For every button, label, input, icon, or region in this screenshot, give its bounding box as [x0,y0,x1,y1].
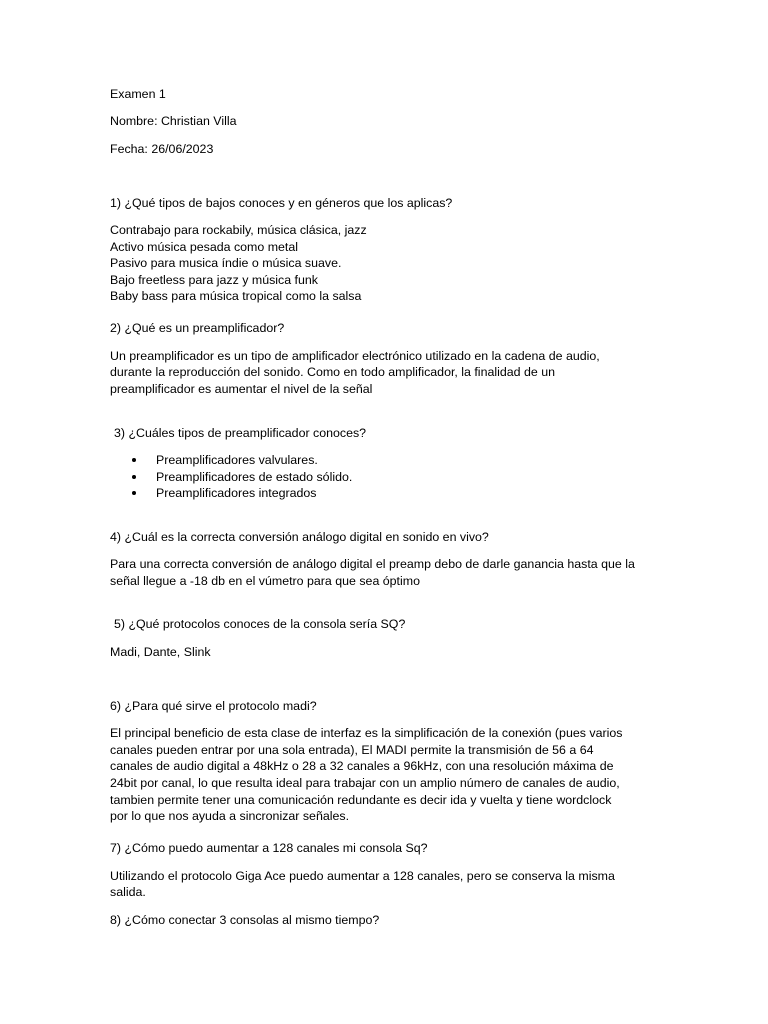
q4-answer-line: señal llegue a -18 db en el vúmetro para que sea óptimo [110,574,420,588]
q6-answer-line: canales pueden entrar por una sola entrada), El MADI permite la transmisión de 56 a 64 [110,743,594,757]
q3-bullet-text: Preamplificadores valvulares. [156,453,318,467]
q1-answer-line: Pasivo para musica índie o música suave. [110,256,342,270]
q1-answer-line: Bajo freetless para jazz y música funk [110,273,318,287]
q6-answer-line: canales de audio digital a 48kHz o 28 a 32 canales a 96kHz, con una resolución máxima de [110,759,614,773]
q6-answer-line: El principal beneficio de esta clase de interfaz es la simplificación de la conexión (pues varios [110,726,623,740]
q2-answer-line: durante la reproducción del sonido. Como en todo amplificador, la finalidad de un [110,365,555,379]
exam-date: Fecha: 26/06/2023 [110,142,214,156]
exam-title: Examen 1 [110,87,166,101]
q4-answer-line: Para una correcta conversión de análogo digital el preamp debo de darle ganancia hasta que la [110,557,635,571]
q7-answer-line: salida. [110,885,146,899]
bullet-icon [132,475,136,479]
list-item [132,469,352,486]
q6-answer-line: tambien permite tener una comunicación redundante es decir ida y vuelta y tiene wordclock [110,793,612,807]
question-4: 4) ¿Cuál es la correcta conversión análogo digital en sonido en vivo? [110,530,489,544]
list-item [132,452,352,469]
bullet-icon [132,458,136,462]
q2-answer-line: preamplificador es aumentar el nivel de la señal [110,382,373,396]
question-8: 8) ¿Cómo conectar 3 consolas al mismo tiempo? [110,913,380,927]
q1-answer-line: Contrabajo para rockabily, música clásica, jazz [110,223,367,237]
q6-answer-line: 24bit por canal, lo que resulta ideal para trabajar con un amplio número de canales de audio, [110,776,620,790]
q3-bullet-text: Preamplificadores de estado sólido. [156,469,353,484]
q3-bullet-text: Preamplificadores integrados [156,486,317,501]
q6-answer-line: por lo que nos ayuda a sincronizar señales. [110,809,350,823]
q3-bullet-list [132,452,352,502]
q2-answer-line: Un preamplificador es un tipo de amplificador electrónico utilizado en la cadena de audio, [110,349,600,363]
question-6: 6) ¿Para qué sirve el protocolo madi? [110,699,317,713]
question-2: 2) ¿Qué es un preamplificador? [110,321,285,335]
q5-answer: Madi, Dante, Slink [110,645,211,659]
q7-answer-line: Utilizando el protocolo Giga Ace puedo aumentar a 128 canales, pero se conserva la misma [110,869,615,883]
q1-answer-line: Baby bass para música tropical como la salsa [110,289,362,303]
q1-answer-line: Activo música pesada como metal [110,240,299,254]
student-name: Nombre: Christian Villa [110,114,237,128]
question-5: 5) ¿Qué protocolos conoces de la consola sería SQ? [114,617,406,631]
list-item [132,485,352,502]
question-7: 7) ¿Cómo puedo aumentar a 128 canales mi consola Sq? [110,841,428,855]
bullet-icon [132,491,136,495]
question-1: 1) ¿Qué tipos de bajos conoces y en géneros que los aplicas? [110,196,453,210]
question-3: 3) ¿Cuáles tipos de preamplificador conoces? [114,426,367,440]
